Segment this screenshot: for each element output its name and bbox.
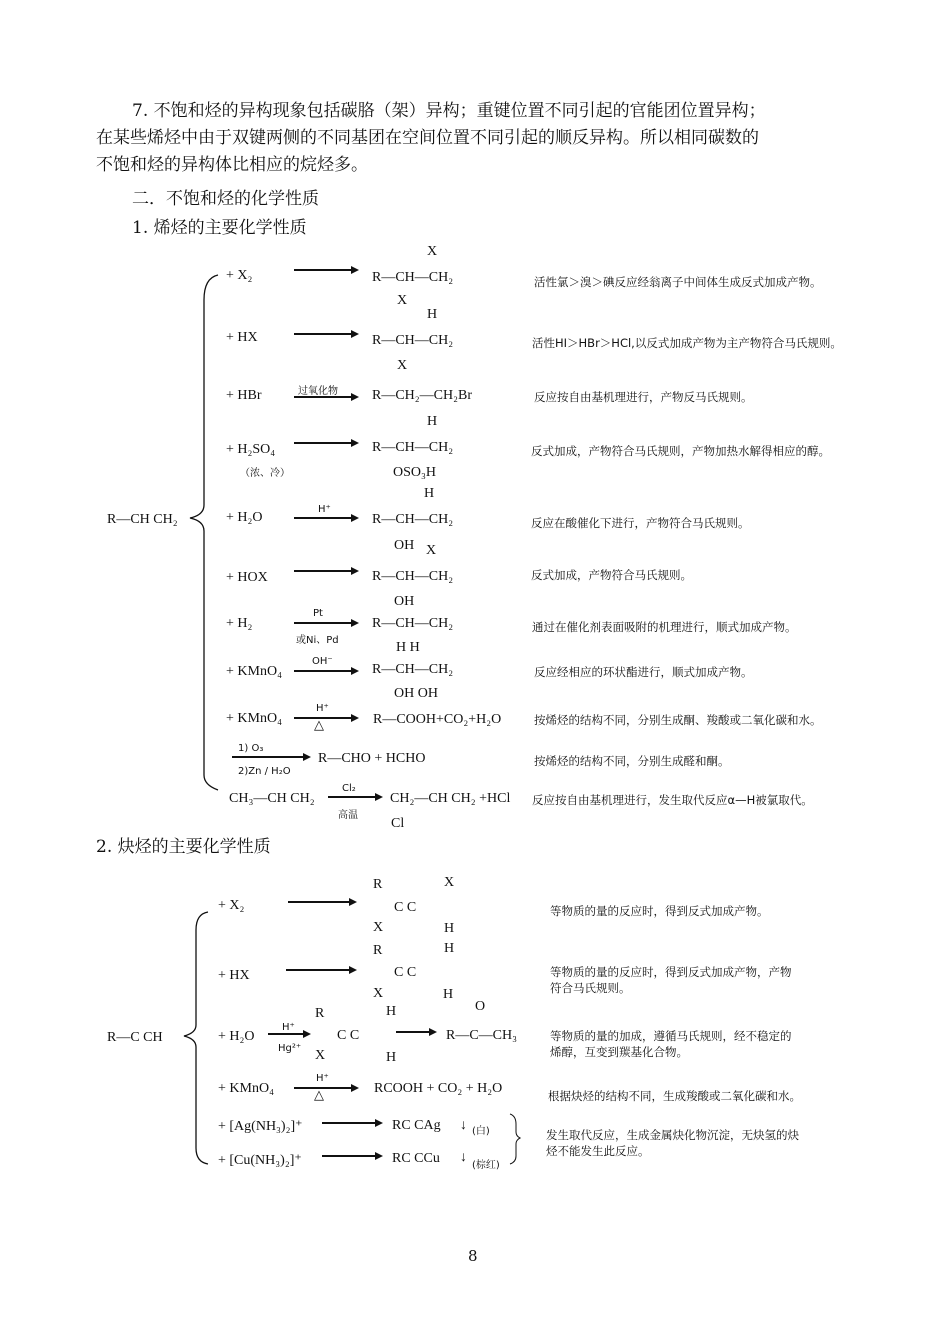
arrow-6 bbox=[294, 570, 356, 572]
alkene-cond-10: 1) O₃ bbox=[238, 743, 264, 754]
alkene-top-1: X bbox=[427, 244, 438, 259]
alkene-reagent-2: + HX bbox=[226, 330, 258, 345]
alkyne-sub-x-1: X bbox=[444, 875, 455, 890]
alkene-note-2: 活性HI＞HBr＞HCl,以反式加成产物为主产物符合马氏规则。 bbox=[532, 336, 842, 350]
alkyne-heading: 2. 炔烃的主要化学性质 bbox=[96, 837, 271, 857]
alkene-cond2-10: 2)Zn / H₂O bbox=[238, 766, 291, 777]
alkyne-product-2: C C bbox=[394, 965, 417, 980]
arrow-9 bbox=[294, 717, 356, 719]
alkyne-sub-r-3: R bbox=[315, 1006, 325, 1021]
precipitate-arrow-2: ↓ bbox=[460, 1150, 467, 1165]
alkyne-note-4: 根据炔烃的结构不同，生成羧酸或二氧化碳和水。 bbox=[548, 1089, 801, 1103]
alkene-bottom-5: OH bbox=[394, 538, 415, 553]
alkene-product-9: R—COOH+CO₂+H₂O bbox=[373, 712, 502, 727]
alkyne-product-1: C C bbox=[394, 900, 417, 915]
arrow-5 bbox=[294, 517, 356, 519]
alkene-top-2: H bbox=[427, 307, 438, 322]
alkyne-reagent-3: + H₂O bbox=[218, 1029, 255, 1044]
alkene-cond-4: （浓、冷） bbox=[240, 468, 290, 479]
para-line-3: 不饱和烃的异构体比相应的烷烃多。 bbox=[96, 155, 368, 175]
alkyne-reagent-4: + KMnO₄ bbox=[218, 1081, 274, 1096]
alkene-product-11: CH₂—CH CH₂ +HCl bbox=[390, 791, 511, 806]
alkyne-product-3: C C bbox=[337, 1028, 360, 1043]
alkene-product-3: R—CH₂—CH₂Br bbox=[372, 388, 472, 403]
alkene-cond-5: H⁺ bbox=[318, 504, 331, 515]
arrow-4 bbox=[294, 442, 356, 444]
alkyne-reagent-2: + HX bbox=[218, 968, 250, 983]
alkene-bottom-4: OSO₃H bbox=[393, 465, 436, 480]
heat-triangle-2: △ bbox=[314, 1088, 324, 1103]
para-line-1: 7. 不饱和烃的异构现象包括碳胳（架）异构；重键位置不同引起的官能团位置异构； bbox=[132, 101, 766, 121]
alkene-reagent-3: + HBr bbox=[226, 388, 262, 403]
alkene-top-4: H bbox=[427, 414, 438, 429]
alkene-note-10: 按烯烃的结构不同，分别生成醛和酮。 bbox=[534, 754, 730, 768]
alkyne-reagent-5: + [Ag(NH₃)₂]⁺ bbox=[218, 1119, 303, 1134]
alkene-note-7: 通过在催化剂表面吸附的机理进行，顺式加成产物。 bbox=[532, 620, 797, 634]
alkene-cond-3: 过氧化物 bbox=[298, 386, 338, 397]
alkyne-sub-h-3: H bbox=[386, 1004, 397, 1019]
arrow-7 bbox=[294, 622, 356, 624]
alkene-reagent-8: + KMnO₄ bbox=[226, 664, 282, 679]
alkyne-note-1: 等物质的量的反应时，得到反式加成产物。 bbox=[550, 904, 769, 918]
alkyne-sub-r-1: R bbox=[373, 877, 383, 892]
alkyne-arrow-1 bbox=[288, 901, 354, 903]
alkyne-arrow-6 bbox=[322, 1155, 380, 1157]
alkene-cond-8: OH⁻ bbox=[312, 656, 333, 667]
carbonyl-o: O bbox=[475, 999, 486, 1014]
alkene-product-10: R—CHO + HCHO bbox=[318, 751, 426, 766]
alkene-reagent-1: + X₂ bbox=[226, 268, 253, 283]
alkyne-arrow-4 bbox=[294, 1087, 356, 1089]
alkene-cond2-11: 高温 bbox=[338, 810, 358, 821]
tautomer-arrow bbox=[396, 1031, 434, 1033]
alkyne-product-6: RC CCu bbox=[392, 1151, 440, 1166]
alkyne-product2-3: R—C—CH₃ bbox=[446, 1028, 518, 1043]
heat-triangle-1: △ bbox=[314, 718, 324, 733]
arrow-8 bbox=[294, 670, 356, 672]
alkyne-tag-6: (棕红) bbox=[472, 1160, 500, 1171]
alkene-bottom-1: X bbox=[397, 293, 408, 308]
alkyne-sub-x-3: X bbox=[315, 1048, 326, 1063]
alkene-note-5: 反应在酸催化下进行，产物符合马氏规则。 bbox=[531, 516, 750, 530]
alkene-bottom-7: H H bbox=[396, 640, 420, 655]
precipitate-arrow-1: ↓ bbox=[460, 1118, 467, 1133]
alkyne-product-4: RCOOH + CO₂ + H₂O bbox=[374, 1081, 503, 1096]
alkene-reagent-6: + HOX bbox=[226, 570, 268, 585]
para-line-2: 在某些烯烃中由于双键两侧的不同基团在空间位置不同引起的顺反异构。所以相同碳数的 bbox=[96, 128, 759, 148]
alkyne-reagent-1: + X₂ bbox=[218, 898, 245, 913]
alkene-reagent-7: + H₂ bbox=[226, 616, 253, 631]
arrow-2 bbox=[294, 333, 356, 335]
alkene-top-5: H bbox=[424, 486, 435, 501]
alkyne-arrow-2 bbox=[286, 969, 354, 971]
alkyne-note-2: 等物质的量的反应时，得到反式加成产物，产物 bbox=[550, 965, 792, 979]
alkyne-product-5: RC CAg bbox=[392, 1118, 441, 1133]
alkene-product-5: R—CH—CH₂ bbox=[372, 512, 454, 527]
alkyne-arrow-5 bbox=[322, 1122, 380, 1124]
alkene-note-3: 反应按自由基机理进行，产物反马氏规则。 bbox=[534, 390, 753, 404]
alkyne-sub-x2-1: X bbox=[373, 920, 384, 935]
alkyne-note2-5: 烃不能发生此反应。 bbox=[546, 1144, 650, 1158]
alkene-product-1: R—CH—CH₂ bbox=[372, 270, 454, 285]
alkyne-cond-3: H⁺ bbox=[282, 1022, 295, 1033]
alkene-top-6: X bbox=[426, 543, 437, 558]
alkyne-sub-x-2: X bbox=[373, 986, 384, 1001]
alkene-reagent-5: + H₂O bbox=[226, 510, 263, 525]
alkyne-note-5: 发生取代反应，生成金属炔化物沉淀，无炔氢的炔 bbox=[546, 1128, 799, 1142]
arrow-11 bbox=[328, 796, 380, 798]
alkene-reagent-4: + H₂SO₄ bbox=[226, 442, 276, 457]
alkene-note-9: 按烯烃的结构不同，分别生成酮、羧酸或二氧化碳和水。 bbox=[534, 713, 822, 727]
alkene-product-4: R—CH—CH₂ bbox=[372, 440, 454, 455]
alkyne-reactant: R—C CH bbox=[107, 1030, 163, 1045]
alkene-cond2-7: 或Ni、Pd bbox=[296, 635, 339, 646]
alkene-heading: 1. 烯烃的主要化学性质 bbox=[132, 218, 307, 238]
alkene-cond-9: H⁺ bbox=[316, 703, 329, 714]
arrow-3 bbox=[294, 396, 356, 398]
alkyne-reagent-6: + [Cu(NH₃)₂]⁺ bbox=[218, 1153, 302, 1168]
page-number: 8 bbox=[468, 1247, 478, 1265]
alkene-reagent-11: CH₃—CH CH₂ bbox=[229, 791, 315, 806]
alkyne-sub-r-2: R bbox=[373, 943, 383, 958]
alkene-reagent-9: + KMnO₄ bbox=[226, 711, 282, 726]
alkyne-note2-2: 符合马氏规则。 bbox=[550, 981, 631, 995]
alkene-bottom-11: Cl bbox=[391, 816, 405, 831]
alkene-bottom-6: OH bbox=[394, 594, 415, 609]
alkene-note-4: 反式加成，产物符合马氏规则，产物加热水解得相应的醇。 bbox=[531, 444, 830, 458]
alkene-note-8: 反应经相应的环状酯进行，顺式加成产物。 bbox=[534, 665, 753, 679]
alkyne-sub-h-1: H bbox=[444, 921, 455, 936]
alkyne-sub-h2-3: H bbox=[386, 1050, 397, 1065]
alkyne-sub-h2-2: H bbox=[443, 987, 454, 1002]
arrow-1 bbox=[294, 269, 356, 271]
alkene-product-2: R—CH—CH₂ bbox=[372, 333, 454, 348]
alkene-note-11: 反应按自由基机理进行，发生取代反应α—H被氯取代。 bbox=[532, 793, 813, 807]
alkene-note-1: 活性氯＞溴＞碘反应经翁离子中间体生成反式加成产物。 bbox=[534, 275, 822, 289]
alkyne-note-3: 等物质的量的加成，遵循马氏规则，经不稳定的 bbox=[550, 1029, 792, 1043]
alkyne-cond-4: H⁺ bbox=[316, 1073, 329, 1084]
arrow-10 bbox=[232, 756, 308, 758]
alkene-note-6: 反式加成，产物符合马氏规则。 bbox=[531, 568, 692, 582]
alkene-reactant: R—CH CH₂ bbox=[107, 512, 178, 527]
alkyne-tag-5: (白) bbox=[472, 1126, 490, 1137]
section-heading: 二．不饱和烃的化学性质 bbox=[132, 189, 319, 209]
alkyne-note2-3: 烯醇，互变到羰基化合物。 bbox=[550, 1045, 688, 1059]
alkene-product-8: R—CH—CH₂ bbox=[372, 662, 454, 677]
alkyne-sub-h-2: H bbox=[444, 941, 455, 956]
alkene-bottom-8: OH OH bbox=[394, 686, 438, 701]
alkene-product-7: R—CH—CH₂ bbox=[372, 616, 454, 631]
alkyne-cond2-3: Hg²⁺ bbox=[278, 1043, 302, 1054]
alkene-cond-11: Cl₂ bbox=[342, 783, 356, 794]
alkyne-arrow-3 bbox=[268, 1033, 308, 1035]
alkene-bottom-2: X bbox=[397, 358, 408, 373]
alkene-product-6: R—CH—CH₂ bbox=[372, 569, 454, 584]
alkene-cond-7: Pt bbox=[313, 608, 323, 619]
